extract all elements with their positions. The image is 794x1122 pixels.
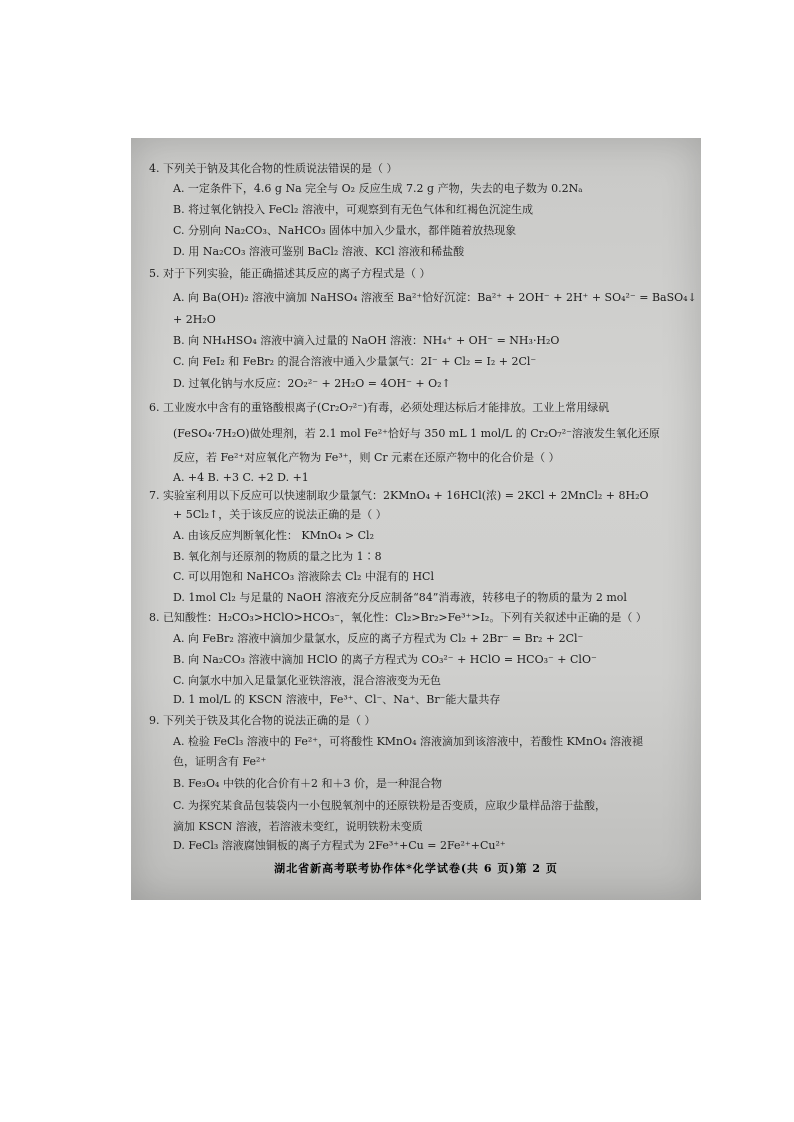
question-line: A. 由该反应判断氧化性： KMnO₄ > Cl₂ [173, 529, 374, 542]
question-line: 反应，若 Fe²⁺对应氧化产物为 Fe³⁺，则 Cr 元素在还原产物中的化合价是（ ） [173, 451, 560, 464]
question-line: 9. 下列关于铁及其化合物的说法正确的是（ ） [149, 714, 376, 727]
question-line: A. 向 Ba(OH)₂ 溶液中滴加 NaHSO₄ 溶液至 Ba²⁺恰好沉淀：Ba²⁺ + 2OH⁻ + 2H⁺ + SO₄²⁻ = BaSO₄↓ [173, 291, 697, 304]
question-line: D. 1 mol/L 的 KSCN 溶液中，Fe³⁺、Cl⁻、Na⁺、Br⁻能大量共存 [173, 693, 501, 706]
question-line: B. 向 Na₂CO₃ 溶液中滴加 HClO 的离子方程式为 CO₃²⁻ + HClO = HCO₃⁻ + ClO⁻ [173, 653, 597, 666]
question-line: B. 向 NH₄HSO₄ 溶液中滴入过量的 NaOH 溶液：NH₄⁺ + OH⁻ = NH₃·H₂O [173, 334, 560, 347]
question-line: A. 一定条件下，4.6 g Na 完全与 O₂ 反应生成 7.2 g 产物，失去的电子数为 0.2Nₐ [173, 182, 583, 195]
question-line: C. 向氯水中加入足量氯化亚铁溶液，混合溶液变为无色 [173, 674, 442, 687]
question-line: C. 可以用饱和 NaHCO₃ 溶液除去 Cl₂ 中混有的 HCl [173, 570, 434, 583]
question-line: D. 用 Na₂CO₃ 溶液可鉴别 BaCl₂ 溶液、KCl 溶液和稀盐酸 [173, 245, 465, 258]
question-line: 色，证明含有 Fe²⁺ [173, 755, 267, 768]
question-line: + 5Cl₂↑，关于该反应的说法正确的是（ ） [173, 508, 387, 521]
question-line: B. 氧化剂与还原剂的物质的量之比为 1∶8 [173, 550, 382, 563]
question-line: A. 检验 FeCl₃ 溶液中的 Fe²⁺，可将酸性 KMnO₄ 溶液滴加到该溶液中，若酸性 KMnO₄ 溶液褪 [173, 735, 644, 748]
question-line: 6. 工业废水中含有的重铬酸根离子(Cr₂O₇²⁻)有毒，必须处理达标后才能排放。工业上常用绿矾 [149, 401, 610, 414]
question-line: C. 分别向 Na₂CO₃、NaHCO₃ 固体中加入少量水，都伴随着放热现象 [173, 224, 517, 237]
question-line: 4. 下列关于钠及其化合物的性质说法错误的是（ ） [149, 162, 398, 175]
question-line: 滴加 KSCN 溶液，若溶液未变红，说明铁粉未变质 [173, 820, 423, 833]
question-line: C. 为探究某食品包装袋内一小包脱氧剂中的还原铁粉是否变质，应取少量样品溶于盐酸， [173, 799, 607, 812]
page-footer: 湖北省新高考联考协作体*化学试卷(共 6 页)第 2 页 [274, 862, 558, 875]
question-line: D. 过氧化钠与水反应：2O₂²⁻ + 2H₂O = 4OH⁻ + O₂↑ [173, 377, 451, 390]
exam-paper [131, 138, 701, 900]
question-line: A. 向 FeBr₂ 溶液中滴加少量氯水，反应的离子方程式为 Cl₂ + 2Br⁻ = Br₂ + 2Cl⁻ [173, 632, 584, 645]
exam-page-photo [131, 138, 701, 900]
question-line: D. 1mol Cl₂ 与足量的 NaOH 溶液充分反应制备“84”消毒液，转移电子的物质的量为 2 mol [173, 591, 627, 604]
question-line: A. +4 B. +3 C. +2 D. +1 [173, 471, 309, 484]
question-line: B. Fe₃O₄ 中铁的化合价有＋2 和＋3 价，是一种混合物 [173, 777, 442, 790]
question-line: 7. 实验室利用以下反应可以快速制取少量氯气：2KMnO₄ + 16HCl(浓) = 2KCl + 2MnCl₂ + 8H₂O [149, 489, 649, 502]
question-line: B. 将过氧化钠投入 FeCl₂ 溶液中，可观察到有无色气体和红褐色沉淀生成 [173, 203, 533, 216]
question-line: 5. 对于下列实验，能正确描述其反应的离子方程式是（ ） [149, 267, 431, 280]
question-line: 8. 已知酸性：H₂CO₃>HClO>HCO₃⁻，氧化性：Cl₂>Br₂>Fe³⁺>I₂。下列有关叙述中正确的是（ ） [149, 611, 647, 624]
question-line: D. FeCl₃ 溶液腐蚀铜板的离子方程式为 2Fe³⁺+Cu = 2Fe²⁺+Cu²⁺ [173, 839, 506, 852]
question-line: (FeSO₄·7H₂O)做处理剂，若 2.1 mol Fe²⁺恰好与 350 mL 1 mol/L 的 Cr₂O₇²⁻溶液发生氧化还原 [173, 427, 660, 440]
question-line: C. 向 FeI₂ 和 FeBr₂ 的混合溶液中通入少量氯气：2I⁻ + Cl₂ = I₂ + 2Cl⁻ [173, 355, 537, 368]
question-line: + 2H₂O [173, 313, 216, 326]
